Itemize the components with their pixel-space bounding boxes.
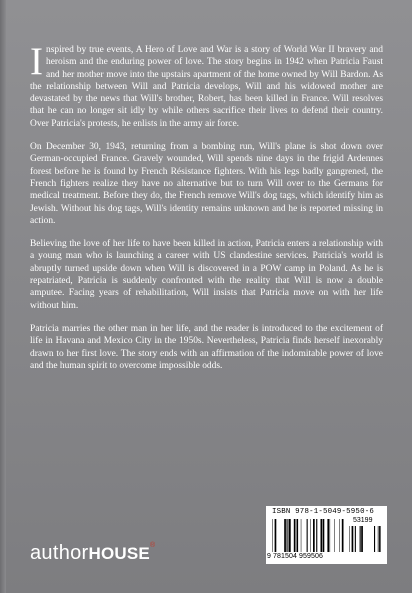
description-paragraph-1: Inspired by true events, A Hero of Love and War is a story of World War II bravery and heroism and the enduring power of love. The story begins in 1942 when Patricia Faust and her mother move into the upstairs apartment of the home owned by Will Bardon. As the relationship between Will and Patricia develops, Will and his widowed mother are devastated by the news that Will's brother, Robert, has been killed in France. Will resolves that he can no longer sit idly by while others sacrifice their lives to defend their country. Over Patricia's protests, he enlists in the army air force. [30,40,383,129]
publisher-logo [30,542,155,565]
logo-text-house: HOUSE [88,544,150,563]
description-paragraph-3: Believing the love of her life to have been killed in action, Patricia enters a relationship with a young man who is launching a career with US clandestine services. Patricia's world is abruptly turned upside down when Will is discovered in a POW camp in Poland. As he is repatriated, Patricia is suddenly confronted with the reality that Will is now a double amputee. Facing years of rehabilitation, Will insists that Patricia move on with her life without him. [30,239,383,311]
isbn-barcode [266,506,387,564]
ean-digits: 9 781504 959506 [267,553,323,560]
registered-mark: ® [149,542,156,549]
ean-barcode-bars [272,519,344,552]
addon-barcode-bars [349,526,381,552]
logo-text-author: author [30,542,89,564]
description-paragraph-4: Patricia marries the other man in her life, and the reader is introduced to the excitement of life in Havana and Mexico City in the 1950s. Nevertheless, Patricia finds herself inexorably drawn to her first love. The story ends with an affirmation of the indomitable power of love and the human spirit to overcome impossible odds. [30,323,383,371]
isbn-label: ISBN 978-1-5049-5950-6 [272,508,374,516]
price-addon-label: 53199 [353,517,373,524]
spine-edge [0,0,6,593]
book-description [30,40,383,383]
description-paragraph-2: On December 30, 1943, returning from a bombing run, Will's plane is shot down over German-occupied France. Gravely wounded, Will spends nine days in the frigid Ardennes forest before he is found by French Résistance fighters. With his legs badly gangrened, the French fighters realize they have no alternative but to turn Will over to the Germans for medical treatment. Before they do, the French remove Will's dog tags, which identify him as Jewish. Without his dog tags, Will's identity remains unknown and he is reported missing in action. [30,142,383,226]
